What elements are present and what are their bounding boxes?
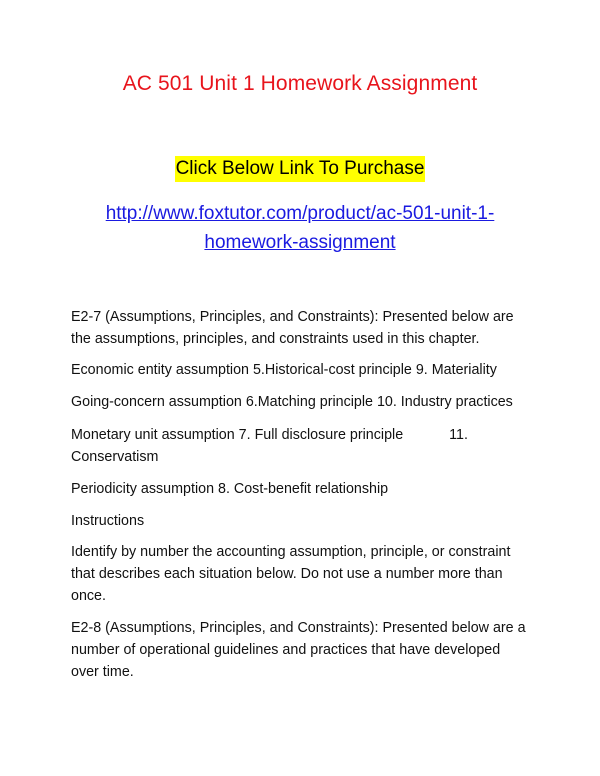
purchase-label: Click Below Link To Purchase [175,156,426,182]
purchase-callout [0,156,600,182]
e27-intro-paragraph: E2-7 (Assumptions, Principles, and Constraints): Presented below are the assumptions, principles, and constraints used in this chapter. [71,309,514,347]
principles-line-3 [71,424,531,468]
e28-intro-paragraph: E2-8 (Assumptions, Principles, and Constraints): Presented below are a number of operational guidelines and practices that have developed over time. [71,620,526,680]
principles-line-3-part-a: Monetary unit assumption 7. Full disclosure principle [71,427,404,443]
identify-paragraph: Identify by number the accounting assumption, principle, or constraint that describes each situation below. Do not use a number more than once. [71,544,511,604]
principles-line-1: Economic entity assumption 5.Historical-cost principle 9. Materiality [71,362,497,378]
page-title: AC 501 Unit 1 Homework Assignment [122,72,478,95]
principles-line-3-part-b: 11. Conservatism [71,427,468,465]
principles-line-2: Going-concern assumption 6.Matching principle 10. Industry practices [71,394,513,410]
instructions-heading: Instructions [71,513,145,529]
principles-line-4: Periodicity assumption 8. Cost-benefit relationship [71,481,389,497]
purchase-link[interactable]: http://www.foxtutor.com/product/ac-501-unit-1-homework-assignment [105,203,495,253]
